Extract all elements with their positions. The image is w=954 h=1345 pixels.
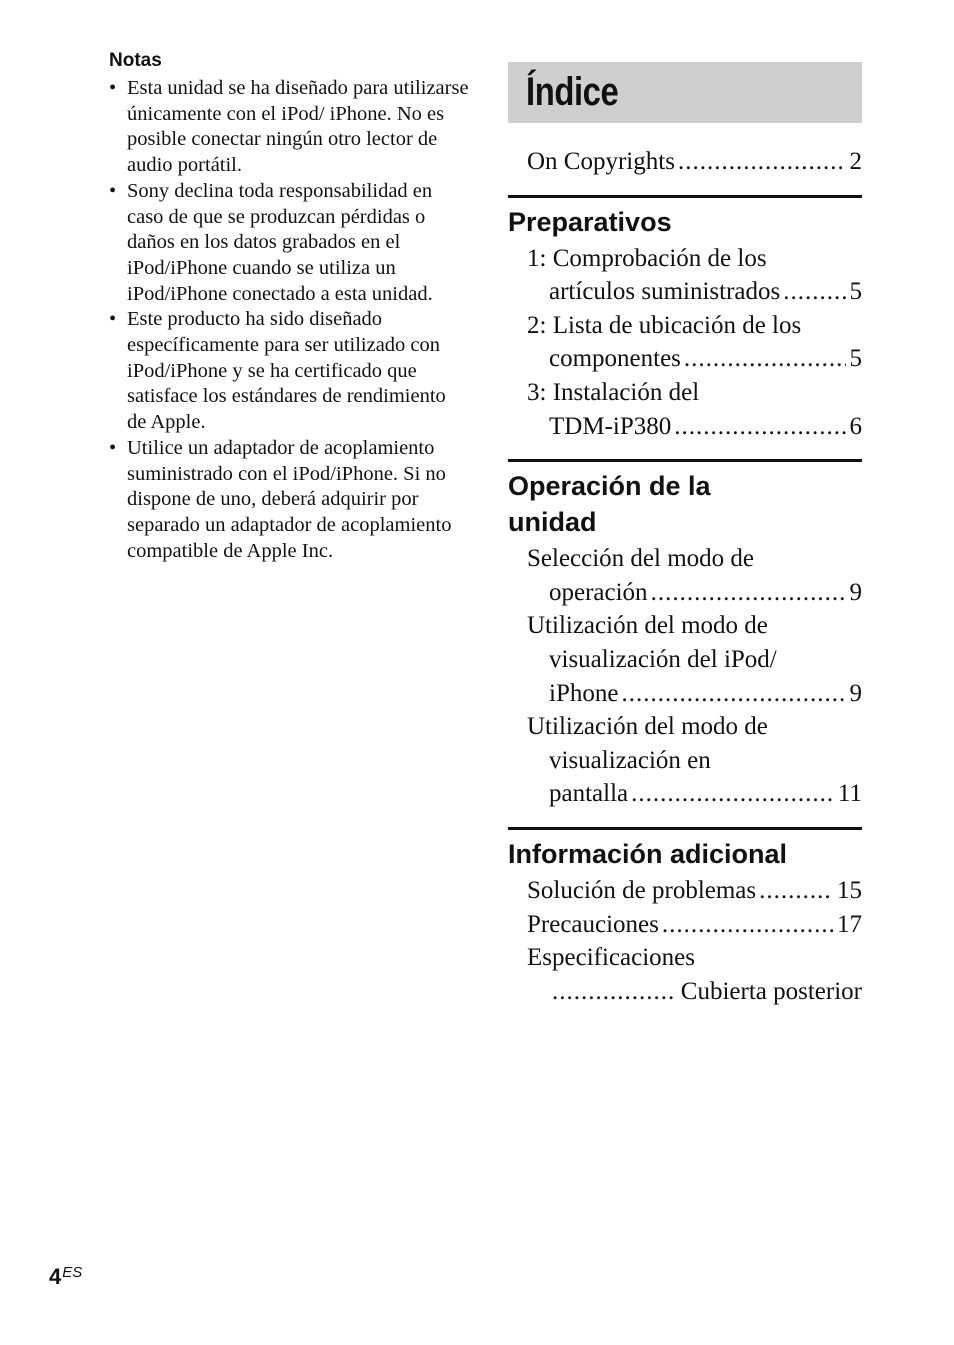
toc-entry-text: 2: Lista de ubicación de los (527, 311, 802, 339)
toc-entry-text: visualización en (549, 746, 711, 774)
toc-entry-copyrights[interactable] (508, 145, 862, 179)
toc-section-informacion (508, 827, 862, 1008)
toc-entry-line (527, 677, 862, 711)
toc-entry-page: 9 (849, 578, 862, 606)
toc-entry-line (527, 908, 862, 942)
toc-entry-text: iPhone (549, 679, 619, 707)
toc-entry-page: 5 (849, 345, 862, 373)
note-text: Sony declina toda responsabilidad en caso de que se produzcan pérdidas o daños en los datos grabados en el iPod/iPhone cuando se utiliza un iPod/iPhone conectado a esta unidad. (127, 179, 433, 305)
toc-entry-line (527, 777, 862, 811)
leader-dots (552, 975, 677, 1009)
toc-banner (508, 62, 862, 123)
leader-dots (678, 145, 846, 179)
toc-entry-text: On Copyrights (527, 148, 675, 175)
toc-entry-line (527, 275, 862, 309)
bullet-icon: • (109, 77, 117, 99)
toc-entry-page: 6 (849, 412, 862, 440)
note-text: Utilice un adaptador de acoplamiento suministrado con el iPod/iPhone. Si no dispone de uno, deberá adquirir por separado un adaptador de acoplamiento compatible de Apple Inc. (127, 436, 452, 562)
toc-entry-text: operación (549, 578, 648, 606)
toc-entry-text: artículos suministrados (549, 278, 781, 306)
toc-entry[interactable] (508, 941, 862, 1008)
toc-entry-line (527, 342, 862, 376)
note-item (109, 436, 469, 565)
toc-entry[interactable] (508, 908, 862, 942)
toc-entry-page: 9 (849, 679, 862, 707)
notes-block (109, 50, 469, 564)
toc-entry-text: Precauciones (527, 910, 659, 938)
leader-dots (783, 275, 845, 309)
leader-dots (684, 342, 846, 376)
toc-entry-text: 3: Instalación del (527, 378, 700, 406)
toc-entry-line (527, 145, 862, 179)
toc-entry-line (527, 975, 862, 1009)
note-item (109, 307, 469, 436)
toc-entry[interactable] (508, 542, 862, 609)
toc-entry-text: pantalla (549, 780, 629, 808)
notes-title: Notas (109, 50, 162, 71)
leader-dots (631, 777, 834, 811)
section-title: Información adicional (508, 838, 788, 869)
section-title (508, 468, 862, 540)
leader-dots (621, 677, 845, 711)
bullet-icon: • (109, 179, 117, 202)
notes-list (109, 76, 469, 564)
page-number-value: 4 (49, 1264, 62, 1289)
toc-entry-page: 17 (837, 910, 862, 938)
toc-entry-text: componentes (549, 345, 681, 373)
toc-entry[interactable] (508, 242, 862, 309)
leader-dots (651, 576, 846, 610)
toc-entry[interactable] (508, 609, 862, 710)
bullet-icon: • (109, 308, 117, 331)
page-number (49, 1264, 82, 1290)
bullet-icon: • (109, 436, 117, 459)
toc-section-operacion (508, 459, 862, 811)
toc-entry-text: Utilización del modo de (527, 612, 768, 640)
toc-entry[interactable] (508, 874, 862, 908)
section-title: Preparativos (508, 206, 672, 237)
section-title-line: unidad (508, 507, 597, 538)
toc-entry-text: 1: Comprobación de los (527, 244, 767, 272)
note-text: Este producto ha sido diseñado específicamente para ser utilizado con iPod/iPhone y se ha certificado que satisface los estándares de rendimiento de Apple. (127, 308, 446, 434)
toc-entry-text: Selección del modo de (527, 545, 755, 573)
toc-title: Índice (526, 70, 619, 114)
toc-entry-page: 2 (849, 148, 862, 175)
note-item (109, 76, 469, 179)
section-title-line: Operación de la (508, 471, 711, 502)
leader-dots (674, 410, 845, 444)
toc-entry[interactable] (508, 309, 862, 376)
note-item (109, 179, 469, 308)
toc-entry[interactable] (508, 376, 862, 443)
toc-entry-page: 15 (837, 876, 862, 904)
toc-entry[interactable] (508, 710, 862, 811)
toc-entry-text: Solución de problemas (527, 876, 757, 904)
page-language-suffix: ES (62, 1264, 83, 1281)
toc-entry-line (527, 576, 862, 610)
toc-entry-line (527, 410, 862, 444)
note-text: Esta unidad se ha diseñado para utilizarse únicamente con el iPod/ iPhone. No es posible conectar ningún otro lector de audio portátil. (127, 77, 469, 177)
leader-dots (759, 874, 833, 908)
leader-dots (662, 908, 833, 942)
toc-entry-page: 11 (837, 780, 862, 808)
toc-entry-page: Cubierta posterior (680, 977, 862, 1005)
toc-section-preparativos (508, 195, 862, 444)
toc-entry-line (527, 874, 862, 908)
toc-entry-text: TDM-iP380 (549, 412, 672, 440)
toc-entry-text: visualización del iPod/ (549, 645, 777, 673)
table-of-contents (508, 62, 862, 1008)
toc-entry-page: 5 (849, 278, 862, 306)
toc-entry-text: Utilización del modo de (527, 713, 768, 741)
toc-entry-text: Especificaciones (527, 944, 695, 972)
